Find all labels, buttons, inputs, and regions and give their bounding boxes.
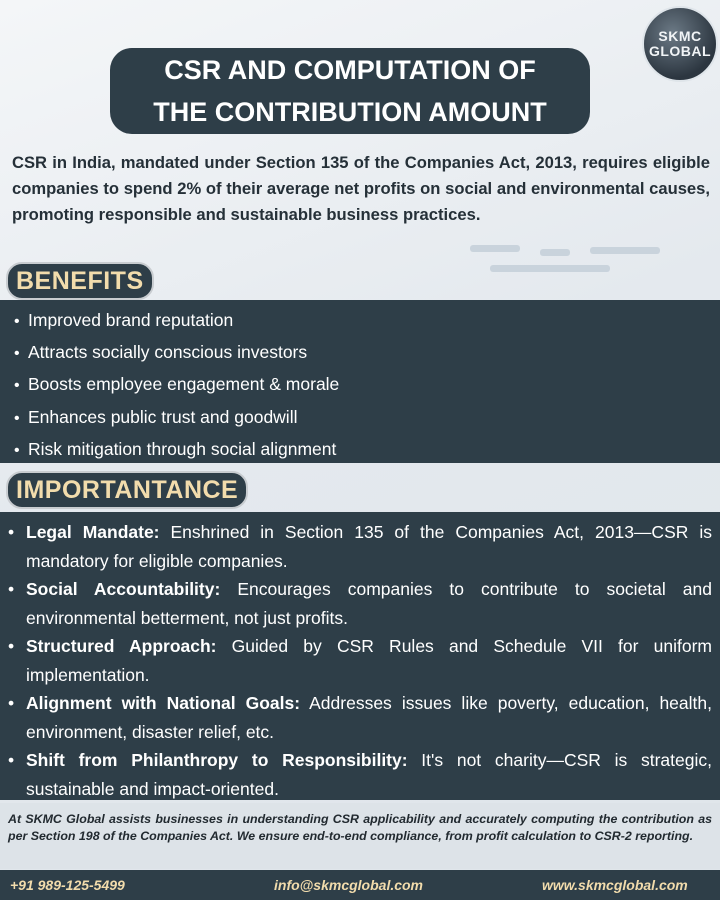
importance-list: [8, 518, 712, 803]
title-line-1: CSR AND COMPUTATION OF: [164, 55, 536, 85]
importance-panel: [0, 512, 720, 800]
importance-item: [8, 689, 712, 746]
importance-text: Encourages companies to contribute to societal and environmental betterment, not just profits.: [26, 579, 712, 628]
importance-text: Enshrined in Section 135 of the Companies Act, 2013—CSR is mandatory for eligible companies.: [26, 522, 712, 571]
footer-note-text: At SKMC Global assists businesses in understanding CSR applicability and accurately computing the contribution as per Section 198 of the Companies Act. We ensure end-to-end compliance, from profit calculation to CSR-2 reporting.: [8, 812, 712, 843]
benefit-item: [14, 305, 339, 337]
bullet-icon: •: [8, 522, 15, 542]
bullet-icon: •: [8, 579, 15, 599]
footer-note: [0, 803, 720, 869]
bullet-icon: •: [8, 693, 15, 713]
benefit-item: [14, 337, 339, 369]
benefits-panel: [0, 300, 720, 463]
website-link[interactable]: www.skmcglobal.com: [542, 877, 688, 893]
page-title: [110, 48, 590, 134]
importance-label: Structured Approach:: [26, 636, 217, 656]
benefit-item: [14, 369, 339, 401]
importance-heading: IMPORTANTANCE: [6, 471, 248, 509]
bullet-icon: •: [14, 441, 20, 459]
importance-item: [8, 632, 712, 689]
bullet-icon: •: [14, 313, 20, 330]
importance-label: Legal Mandate:: [26, 522, 160, 542]
bullet-icon: •: [14, 345, 20, 363]
skmc-global-logo: [642, 6, 718, 82]
intro-paragraph: CSR in India, mandated under Section 135 of the Companies Act, 2013, requires eligible companies to spend 2% of their average net profits on social and environmental causes, promoting responsible and sustainable business practices.: [12, 153, 710, 224]
importance-item: [8, 575, 712, 632]
benefit-text: Boosts employee engagement & morale: [28, 374, 340, 395]
bullet-icon: •: [14, 409, 20, 427]
bullet-icon: •: [14, 377, 20, 395]
importance-text: Guided by CSR Rules and Schedule VII for uniform implementation.: [26, 636, 712, 685]
benefit-text: Improved brand reputation: [28, 310, 234, 330]
benefit-item: [14, 434, 339, 466]
logo-line-2: GLOBAL: [648, 43, 712, 59]
benefit-item: [14, 402, 339, 434]
importance-text: Addresses issues like poverty, education, health, environment, disaster relief, etc.: [26, 693, 712, 742]
benefits-heading: BENEFITS: [6, 262, 154, 300]
importance-label: Alignment with National Goals:: [26, 693, 301, 713]
benefits-list: [14, 305, 339, 466]
contact-bar: [0, 870, 720, 900]
email-link[interactable]: info@skmcglobal.com: [274, 877, 424, 893]
importance-item: [8, 518, 712, 575]
logo-line-1: SKMC: [658, 28, 702, 44]
phone-number[interactable]: +91 989-125-5499: [10, 877, 125, 893]
importance-text: It's not charity—CSR is strategic, sustainable and impact-oriented.: [26, 750, 712, 799]
title-line-2: THE CONTRIBUTION AMOUNT: [153, 97, 547, 127]
importance-label: Shift from Philanthropy to Responsibility:: [26, 750, 408, 770]
benefit-text: Attracts socially conscious investors: [28, 342, 308, 363]
importance-item: [8, 746, 712, 803]
bullet-icon: •: [8, 636, 15, 656]
bullet-icon: •: [8, 750, 15, 770]
importance-label: Social Accountability:: [26, 579, 221, 599]
benefit-text: Risk mitigation through social alignment: [28, 438, 337, 459]
benefit-text: Enhances public trust and goodwill: [28, 406, 298, 427]
